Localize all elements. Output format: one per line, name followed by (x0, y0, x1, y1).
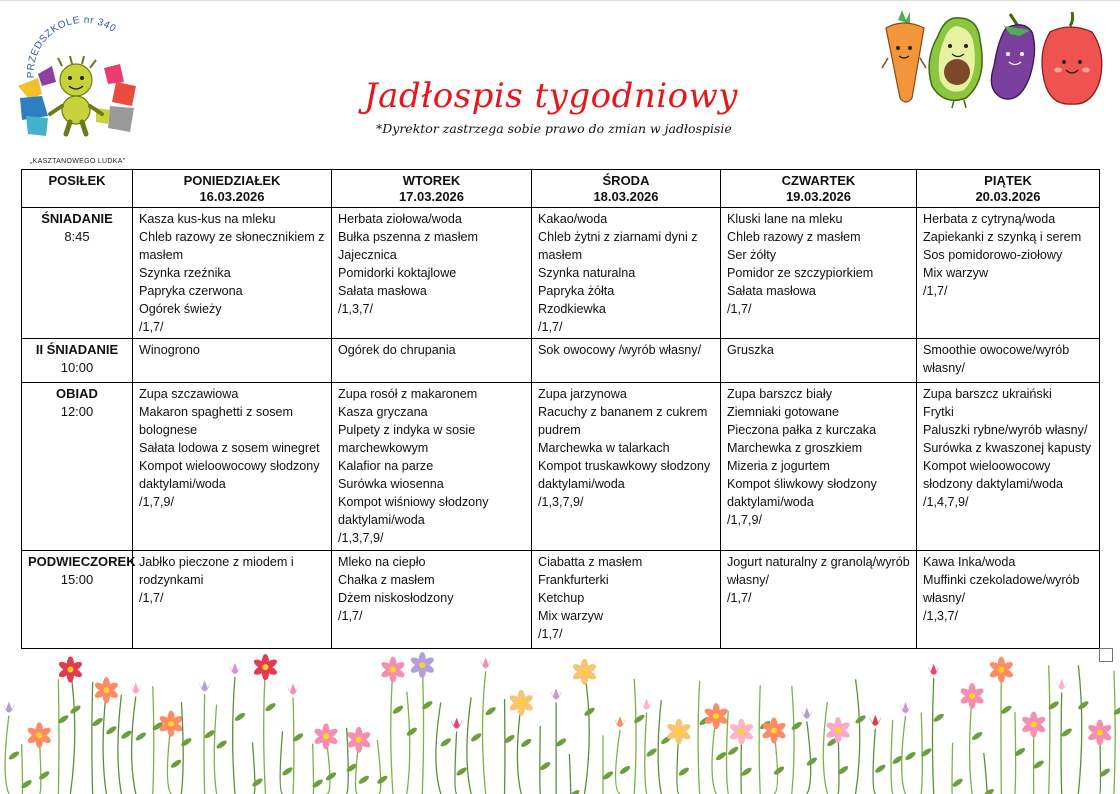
flower-icon (959, 683, 985, 709)
menu-item: Kawa Inka/woda (923, 555, 1016, 569)
flower-icon (728, 719, 754, 745)
flower-icon (26, 722, 52, 748)
day-header: PIĄTEK 20.03.2026 (917, 170, 1100, 208)
menu-item: /1,3,7/ (338, 302, 374, 316)
menu-item: Ser żółty (727, 248, 776, 262)
menu-item: /1,7/ (538, 320, 563, 334)
menu-item: Makaron spaghetti z sosem bolognese (139, 405, 293, 437)
menu-item: Racuchy z bananem z cukrem pudrem (538, 405, 708, 437)
menu-item: Paluszki rybne/wyrób własny/ (923, 423, 1088, 437)
logo-caption: „KASZTANOWEGO LUDKA” (30, 158, 126, 165)
menu-item: Pieczona pałka z kurczaka (727, 423, 877, 437)
menu-item: Gruszka (727, 343, 774, 357)
menu-cell (917, 339, 1100, 383)
flower-icon (1021, 711, 1047, 737)
flower-icon (703, 703, 729, 729)
day-header: WTOREK 17.03.2026 (332, 170, 532, 208)
menu-item: /1,7/ (727, 591, 752, 605)
menu-item: Pomidor ze szczypiorkiem (727, 266, 874, 280)
menu-item: /1,4,7,9/ (923, 495, 969, 509)
menu-cell (332, 208, 532, 339)
menu-cell (532, 208, 721, 339)
menu-item: Marchewka z groszkiem (727, 441, 863, 455)
menu-item: Chałka z masłem (338, 573, 435, 587)
menu-item: Kompot wieloowocowy słodzony daktylami/woda (923, 459, 1064, 491)
menu-item: Kompot śliwkowy słodzony daktylami/woda (727, 477, 877, 509)
corner-header: POSIŁEK (22, 170, 133, 208)
menu-item: /1,3,7,9/ (538, 495, 584, 509)
flower-icon (1087, 720, 1113, 746)
flower-icon (825, 717, 851, 743)
day-header: CZWARTEK 19.03.2026 (721, 170, 917, 208)
menu-cell (133, 339, 332, 383)
menu-item: Jajecznica (338, 248, 397, 262)
table-row (22, 383, 1100, 551)
menu-cell (721, 383, 917, 551)
menu-item: Mix warzyw (538, 609, 604, 623)
menu-item: Kluski lane na mleku (727, 212, 843, 226)
logo-graphic (12, 16, 147, 156)
flower-icon (614, 716, 626, 727)
menu-cell (133, 551, 332, 649)
flower-icon (409, 652, 435, 678)
menu-cell (133, 383, 332, 551)
flower-border-decoration (0, 645, 1120, 794)
menu-item: Papryka żółta (538, 284, 615, 298)
menu-cell (532, 551, 721, 649)
flower-icon (508, 690, 534, 716)
menu-item: Papryka czerwona (139, 284, 243, 298)
menu-item: Sałata masłowa (338, 284, 427, 298)
flower-icon (313, 723, 339, 749)
flower-icon (869, 715, 881, 726)
menu-item: Sok owocowy /wyrób własny/ (538, 343, 702, 357)
menu-item: Surówka z kwaszonej kapusty (923, 441, 1091, 455)
vegetables-illustration (880, 10, 1110, 110)
flower-icon (3, 701, 15, 712)
flower-icon (550, 688, 562, 699)
menu-item: /1,7/ (727, 302, 752, 316)
menu-item: Chleb razowy ze słonecznikiem z masłem (139, 230, 325, 262)
menu-item: Mleko na ciepło (338, 555, 426, 569)
meal-label: II ŚNIADANIE 10:00 (22, 339, 133, 383)
menu-item: Frytki (923, 405, 954, 419)
avocado-icon (929, 18, 982, 108)
flower-icon (287, 683, 299, 694)
menu-item: Kakao/woda (538, 212, 608, 226)
menu-item: /1,3,7/ (923, 609, 959, 623)
menu-item: Sałata masłowa (727, 284, 816, 298)
flower-icon (451, 717, 463, 728)
menu-item: Ketchup (538, 591, 585, 605)
menu-cell (721, 339, 917, 383)
flower-icon (229, 663, 241, 674)
menu-cell (332, 551, 532, 649)
menu-item: Bułka pszenna z masłem (338, 230, 478, 244)
page-top-border (0, 0, 1120, 1)
flower-icon (380, 657, 406, 683)
table-header-row (22, 170, 1100, 208)
menu-item: /1,3,7,9/ (338, 531, 384, 545)
table-row (22, 339, 1100, 383)
menu-cell (532, 383, 721, 551)
flower-icon (572, 659, 598, 685)
menu-item: Mix warzyw (923, 266, 989, 280)
menu-item: Kompot truskawkowy słodzony daktylami/woda (538, 459, 711, 491)
menu-item: Ziemniaki gotowane (727, 405, 840, 419)
menu-item: Herbata ziołowa/woda (338, 212, 462, 226)
menu-item: Jabłko pieczone z miodem i rodzynkami (139, 555, 294, 587)
kindergarten-logo (12, 16, 147, 165)
menu-item: Ogórek świeży (139, 302, 222, 316)
flower-icon (928, 664, 940, 675)
menu-item: Szynka rzeźnika (139, 266, 231, 280)
menu-item: Chleb żytni z ziarnami dyni z masłem (538, 230, 698, 262)
flower-icon (761, 718, 787, 744)
flower-icon (899, 702, 911, 713)
menu-item: Marchewka w talarkach (538, 441, 670, 455)
menu-item: Kompot wieloowocowy słodzony daktylami/woda (139, 459, 320, 491)
menu-item: Sałata lodowa z sosem winegret (139, 441, 320, 455)
menu-item: /1,7,9/ (139, 495, 175, 509)
menu-cell (721, 208, 917, 339)
menu-item: Kasza gryczana (338, 405, 428, 419)
menu-cell (917, 208, 1100, 339)
menu-item: /1,7/ (923, 284, 948, 298)
flower-icon (252, 654, 278, 680)
menu-cell (721, 551, 917, 649)
menu-item: Smoothie owocowe/wyrób własny/ (923, 343, 1070, 375)
menu-item: Zupa jarzynowa (538, 387, 627, 401)
day-header: ŚRODA 18.03.2026 (532, 170, 721, 208)
flower-icon (199, 680, 211, 691)
flower-icon (801, 708, 813, 719)
menu-item: Ciabatta z masłem (538, 555, 643, 569)
menu-item: Winogrono (139, 343, 200, 357)
page-title: Jadłospis tygodniowy (364, 76, 738, 116)
flower-icon (641, 698, 653, 709)
menu-cell (332, 383, 532, 551)
flower-icon (666, 719, 692, 745)
menu-item: Zupa szczawiowa (139, 387, 239, 401)
flower-icon (130, 683, 142, 694)
menu-cell (917, 551, 1100, 649)
menu-item: Surówka wiosenna (338, 477, 444, 491)
carrot-icon (882, 10, 926, 102)
menu-item: Muffinki czekoladowe/wyrób własny/ (923, 573, 1080, 605)
menu-item: Pulpety z indyka w sosie marchewkowym (338, 423, 476, 455)
menu-item: Jogurt naturalny z granolą/wyrób własny/ (727, 555, 910, 587)
menu-item: Zupa rosół z makaronem (338, 387, 478, 401)
meal-label: PODWIECZOREK 15:00 (22, 551, 133, 649)
menu-item: /1,7/ (139, 591, 164, 605)
table-row (22, 208, 1100, 339)
meal-label: ŚNIADANIE 8:45 (22, 208, 133, 339)
menu-item: Kasza kus-kus na mleku (139, 212, 276, 226)
menu-item: Zapiekanki z szynką i serem (923, 230, 1082, 244)
flower-icon (988, 657, 1014, 683)
menu-item: /1,7/ (338, 609, 363, 623)
flower-icon (346, 727, 372, 753)
menu-item: /1,7/ (538, 627, 563, 641)
table-row (22, 551, 1100, 649)
menu-cell (532, 339, 721, 383)
flower-icon (480, 657, 492, 668)
flower-icon (57, 657, 83, 683)
menu-cell (332, 339, 532, 383)
menu-item: Pomidorki koktajlowe (338, 266, 457, 280)
menu-cell (133, 208, 332, 339)
menu-item: Mizeria z jogurtem (727, 459, 830, 473)
eggplant-icon (991, 14, 1034, 99)
pepper-icon (1042, 12, 1102, 104)
menu-item: Dżem niskosłodzony (338, 591, 454, 605)
menu-item: Frankfurterki (538, 573, 609, 587)
menu-item: Herbata z cytryną/woda (923, 212, 1056, 226)
meal-label: OBIAD 12:00 (22, 383, 133, 551)
weekly-menu-table (21, 169, 1100, 649)
menu-item: Kompot wiśniowy słodzony daktylami/woda (338, 495, 489, 527)
menu-item: Rzodkiewka (538, 302, 606, 316)
menu-item: Zupa barszcz biały (727, 387, 832, 401)
day-header: PONIEDZIAŁEK 16.03.2026 (133, 170, 332, 208)
menu-item: Sos pomidorowo-ziołowy (923, 248, 1063, 262)
menu-item: Ogórek do chrupania (338, 343, 456, 357)
menu-item: Zupa barszcz ukraiński (923, 387, 1052, 401)
menu-item: Kalafior na parze (338, 459, 434, 473)
menu-item: /1,7,9/ (727, 513, 763, 527)
flower-icon (1056, 678, 1068, 689)
menu-item: Chleb razowy z masłem (727, 230, 861, 244)
menu-item: Szynka naturalna (538, 266, 636, 280)
flower-icon (93, 677, 119, 703)
menu-item: /1,7/ (139, 320, 164, 334)
logo-arc-text: PRZEDSZKOLE nr 340 (25, 16, 119, 79)
page-subtitle: *Dyrektor zastrzega sobie prawo do zmian w jadłospisie (376, 121, 732, 136)
menu-cell (917, 383, 1100, 551)
